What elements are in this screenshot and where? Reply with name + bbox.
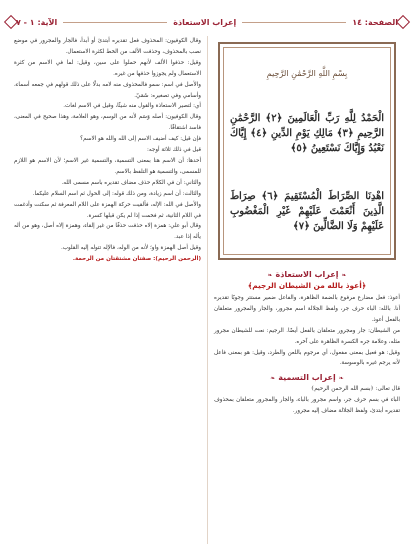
- chapter-title: إعراب الاستعاذة: [173, 17, 237, 27]
- quran-verse: اهْدِنَا الصِّرَاطَ الْمُسْتَقِيمَ ﴿٦﴾ صِرَاطَ الَّذِينَ أَنْعَمْتَ عَلَيْهِمْ غَيْرِ الْمَغْضُوبِ عَلَيْهِمْ وَلَا الضَّالِّينَ ﴿٧﴾: [230, 190, 384, 232]
- paragraph: قيل في ذلك ثلاثة أوجه:: [146, 147, 201, 154]
- paragraph: أي: لتصير الاستعاذة والقول منه شيئًا، وقيل في الاسم لغات.: [63, 103, 201, 110]
- accent-text: (الرحمن الرحيم): صفتان مشتقتان من الرحمة.: [72, 256, 201, 263]
- verse-range: الآية: ١ - ٧: [15, 17, 58, 27]
- quran-inner-frame: [223, 47, 391, 255]
- paragraph: والأصل في الله: الإله، فألقيت حركة الهمزة على اللام المعرفة ثم سكنت وأدغمت في اللام الثانية، ثم فخمت إذا لم يكن قبلها كسرة.: [14, 201, 201, 219]
- paragraph: والثالث: أن اسم زيادة، ومن ذلك قوله: إلى الحول ثم اسم السلام عليكما.: [32, 190, 201, 197]
- header-ornament-right: [396, 15, 410, 29]
- quran-frame: [218, 42, 396, 260]
- header-rule: [242, 22, 346, 23]
- paragraph: وقيل: هو فعيل بمعنى مفعول، أي مرجوم باللعن والطرد، وقيل: هو بمعنى فاعل لأنه يرجم غيره بالوسوسة.: [214, 349, 400, 367]
- paragraph: وقيل أصل الهمزة واو؛ لأنه من الوله، فالإله تتوله إليه القلوب.: [60, 245, 201, 252]
- page-number: الصفحة: ١٤: [352, 17, 398, 27]
- paragraph: والثاني: أن في الكلام حذف مضاف تقديره باسم مسمى الله.: [61, 179, 201, 186]
- istiadha-text: ﴿أعوذ بالله من الشيطان الرجيم﴾: [247, 281, 367, 290]
- paragraph: وقال الكوفيون: المحذوف فعل تقديره أبتدئ أو أبدأ، فالجار والمجرور في موضع نصب بالمحذوف، وحذفت الألف من الخط لكثرة الاستعمال.: [14, 38, 201, 55]
- paragraph: وقيل: حذفوا الألف لأنهم حملوا على سين، وقيل: لما في الاسم من كثرة الاستعمال ولم يجوزوا حذفها من غيره.: [14, 59, 201, 77]
- paragraph-highlight: [14, 254, 201, 265]
- page-body: [8, 36, 406, 544]
- paragraph: أعوذ: فعل مضارع مرفوع بالضمة الظاهرة، والفاعل ضمير مستتر وجوبًا تقديره أنا. بالله: الباء حرف جر، ولفظ الجلالة اسم مجرور، والجار والمجرور متعلقان بالفعل أعوذ.: [214, 295, 400, 323]
- paragraph: أحدها: أن الاسم هنا بمعنى التسمية، والتسمية غير الاسم؛ لأن الاسم هو اللازم للمسمى، والتسمية هو التلفظ بالاسم.: [14, 157, 201, 175]
- paragraph: وقال أبو علي: همزة إلاه حذفت حذفًا من غير إلقاء، وهمزة إلاه أصل، وهو من أله يأله إذا عبد.: [14, 223, 201, 241]
- quran-verse: الْحَمْدُ لِلَّهِ رَبِّ الْعَالَمِينَ ﴿٢﴾ الرَّحْمَٰنِ الرَّحِيمِ ﴿٣﴾ مَالِكِ يَوْمِ الدِّينِ ﴿٤﴾ إِيَّاكَ نَعْبُدُ وَإِيَّاكَ نَسْتَعِينُ ﴿٥﴾: [230, 112, 384, 154]
- header-rule: [63, 22, 167, 23]
- paragraph: فإن قيل: كيف أضيف الاسم إلى الله والله هو الاسم؟: [80, 136, 201, 143]
- paragraph: وقال الكوفيون: أصله وَسَم لأنه من الوسم، وهو العلامة، وهذا صحيح في المعنى، فاسد اشتقاقًا.: [14, 114, 201, 132]
- left-column: [8, 36, 207, 544]
- paragraph: من الشيطان: جار ومجرور متعلقان بالفعل أيضًا. الرجيم: نعت للشيطان مجرور مثله، وعلامة جره الكسرة الظاهرة على آخره.: [214, 327, 400, 345]
- right-column: [207, 36, 406, 544]
- basmala-intro: قال تعالى: ﴿بسم الله الرحمن الرحيم﴾: [311, 386, 400, 393]
- page-header: [6, 12, 408, 32]
- paragraph: الباء في بسم حرف جر، واسم مجرور بالباء، والجار والمجرور متعلقان بمحذوف تقديره أبتدئ، ولفظ الجلالة مضاف إليه مجرور.: [214, 397, 400, 415]
- paragraph: والأصل في اسم: سمو فالمحذوف منه لامه بدلًا على ذلك قولهم في جمعه أسماء، وأسامي وفي تصغيره: سُمَيّ.: [14, 81, 201, 99]
- basmala: بِسْمِ اللَّهِ الرَّحْمَٰنِ الرَّحِيمِ: [266, 68, 348, 78]
- section-title-istiadha: ❧ إعراب الاستعاذة ❧: [214, 270, 400, 279]
- section-title-basmala: ❧ إعراب التسمية ❧: [214, 373, 400, 382]
